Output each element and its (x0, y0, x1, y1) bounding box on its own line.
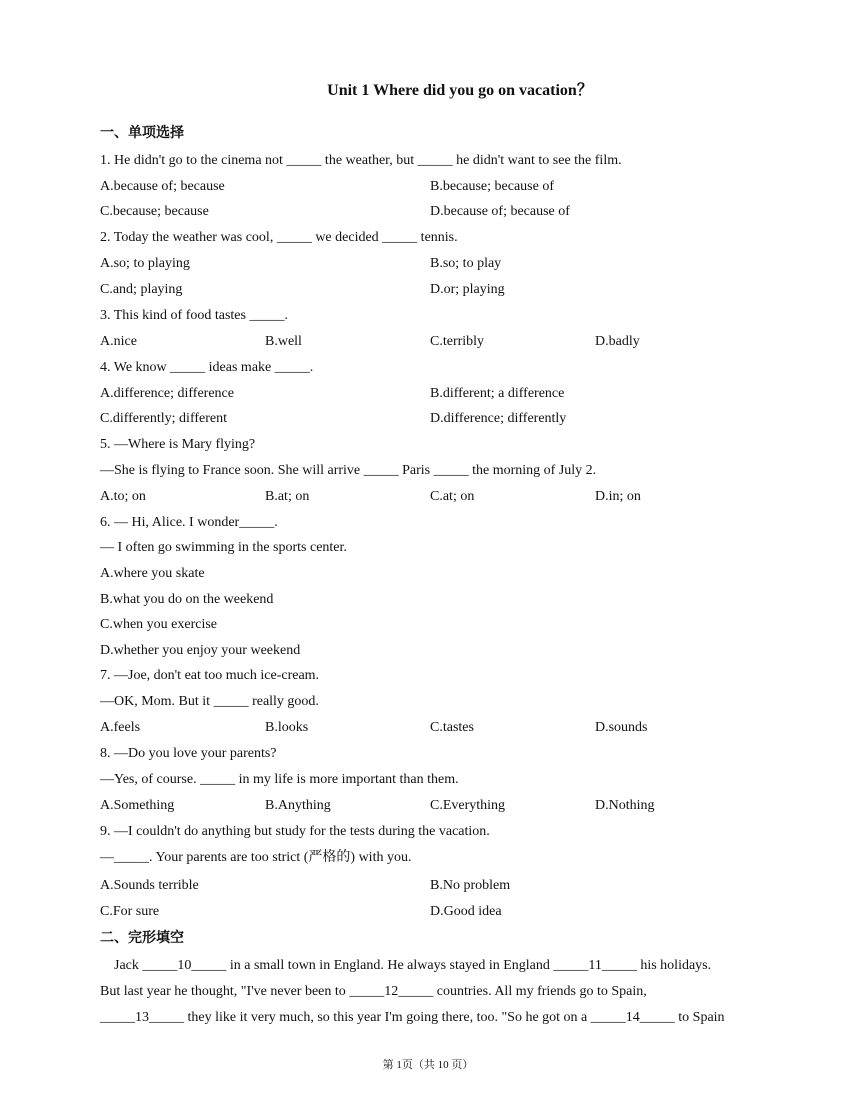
question-2-stem: 2. Today the weather was cool, _____ we decided _____ tennis. (100, 230, 458, 245)
question-4-option-d: D.difference; differently (430, 411, 567, 426)
question-3-option-d: D.badly (595, 334, 640, 349)
question-7-option-c: C.tastes (430, 720, 474, 735)
question-5-stem-reply: —She is flying to France soon. She will arrive _____ Paris _____ the morning of July 2. (100, 463, 597, 478)
question-6-option-d: D.whether you enjoy your weekend (100, 643, 301, 658)
question-9-option-a: A.Sounds terrible (100, 878, 199, 893)
question-3-option-a: A.nice (100, 334, 137, 349)
cloze-passage-line-3: _____13_____ they like it very much, so this year I'm going there, too. "So he got on a _____14_____ to Spain (100, 1010, 725, 1025)
question-9-option-b: B.No problem (430, 878, 511, 893)
document-title: Unit 1 Where did you go on vacation？ (327, 82, 593, 99)
question-8-option-a: A.Something (100, 798, 175, 813)
question-4-stem: 4. We know _____ ideas make _____. (100, 360, 314, 375)
question-5-stem: 5. —Where is Mary flying? (100, 437, 256, 452)
question-5-option-a: A.to; on (100, 489, 146, 504)
question-3-stem: 3. This kind of food tastes _____. (100, 308, 288, 323)
question-7-option-a: A.feels (100, 720, 141, 735)
question-6-stem-reply: — I often go swimming in the sports center. (100, 540, 347, 555)
question-1-option-a: A.because of; because (100, 179, 225, 194)
question-9-stem-reply: —_____. Your parents are too strict (严格的) with you. (100, 850, 412, 865)
cloze-passage-line-1: Jack _____10_____ in a small town in England. He always stayed in England _____11_____ his holidays. (114, 958, 712, 973)
question-5-option-d: D.in; on (595, 489, 641, 504)
question-5-option-c: C.at; on (430, 489, 475, 504)
question-4-option-a: A.difference; difference (100, 386, 234, 401)
question-2-option-d: D.or; playing (430, 282, 505, 297)
question-1-stem: 1. He didn't go to the cinema not _____ the weather, but _____ he didn't want to see the film. (100, 153, 622, 168)
question-1-option-b: B.because; because of (430, 179, 554, 194)
question-3-option-b: B.well (265, 334, 302, 349)
question-6-option-c: C.when you exercise (100, 617, 218, 632)
question-9-option-d: D.Good idea (430, 904, 502, 919)
question-3-option-c: C.terribly (430, 334, 485, 349)
section-heading-cloze: 二、完形填空 (100, 930, 184, 946)
question-8-stem: 8. —Do you love your parents? (100, 746, 277, 761)
question-8-option-b: B.Anything (265, 798, 331, 813)
question-6-option-b: B.what you do on the weekend (100, 592, 274, 607)
question-4-option-b: B.different; a difference (430, 386, 565, 401)
cloze-passage-line-2: But last year he thought, "I've never been to _____12_____ countries. All my friends go to Spain, (100, 984, 647, 999)
question-1-option-d: D.because of; because of (430, 204, 570, 219)
question-7-option-b: B.looks (265, 720, 309, 735)
question-7-option-d: D.sounds (595, 720, 648, 735)
page-number-footer: 第 1页（共 10 页） (382, 1059, 474, 1071)
question-6-option-a: A.where you skate (100, 566, 205, 581)
question-7-stem-reply: —OK, Mom. But it _____ really good. (100, 694, 319, 709)
question-5-option-b: B.at; on (265, 489, 310, 504)
question-8-stem-reply: —Yes, of course. _____ in my life is more important than them. (100, 772, 459, 787)
question-8-option-c: C.Everything (430, 798, 506, 813)
section-heading-multiple-choice: 一、单项选择 (100, 125, 184, 141)
question-2-option-b: B.so; to play (430, 256, 502, 271)
question-9-stem: 9. —I couldn't do anything but study for the tests during the vacation. (100, 824, 490, 839)
question-4-option-c: C.differently; different (100, 411, 227, 426)
question-9-option-c: C.For sure (100, 904, 160, 919)
question-1-option-c: C.because; because (100, 204, 209, 219)
question-6-stem: 6. — Hi, Alice. I wonder_____. (100, 515, 278, 530)
question-7-stem: 7. —Joe, don't eat too much ice-cream. (100, 668, 320, 683)
question-8-option-d: D.Nothing (595, 798, 655, 813)
question-2-option-a: A.so; to playing (100, 256, 190, 271)
question-2-option-c: C.and; playing (100, 282, 183, 297)
